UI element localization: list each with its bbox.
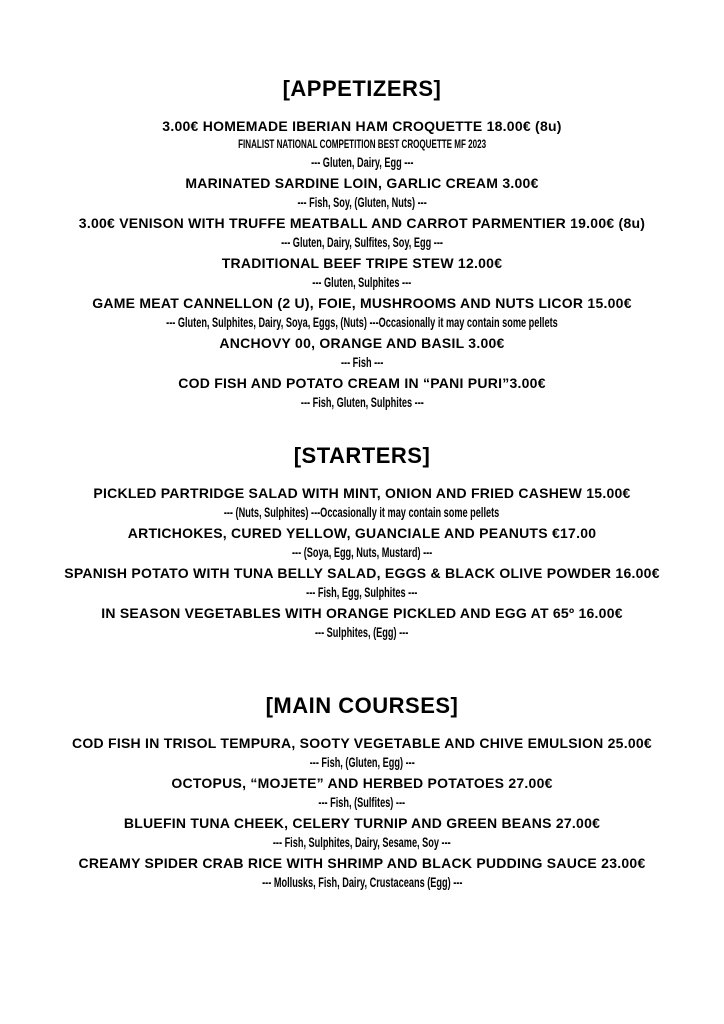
menu-item-allergens-text: --- Gluten, Sulphites, Dairy, Soya, Eggs, (Nuts) ---Occasionally it may contain some pellets xyxy=(166,315,558,330)
menu-item-name: GAME MEAT CANNELLON (2 U), FOIE, MUSHROOMS AND NUTS LICOR 15.00€ xyxy=(92,295,632,311)
menu-item-allergens xyxy=(10,393,714,413)
menu-item-name: BLUEFIN TUNA CHEEK, CELERY TURNIP AND GREEN BEANS 27.00€ xyxy=(123,815,601,831)
menu-section xyxy=(10,76,714,413)
menu-item-name: COD FISH IN TRISOL TEMPURA, SOOTY VEGETABLE AND CHIVE EMULSION 25.00€ xyxy=(72,735,652,751)
menu-item-allergens xyxy=(10,833,714,853)
menu-item-allergens xyxy=(10,503,714,523)
menu-item-allergens-text: --- Gluten, Dairy, Egg --- xyxy=(310,155,414,170)
menu-item-name: COD FISH AND POTATO CREAM IN “PANI PURI”3.00€ xyxy=(178,375,546,391)
menu-item-name: SPANISH POTATO WITH TUNA BELLY SALAD, EGGS & BLACK OLIVE POWDER 16.00€ xyxy=(64,565,660,581)
menu-item-name: 3.00€ HOMEMADE IBERIAN HAM CROQUETTE 18.00€ (8u) xyxy=(162,118,562,134)
menu-section xyxy=(10,693,714,893)
menu-item-allergens xyxy=(10,873,714,893)
menu-item-name: OCTOPUS, “MOJETE” AND HERBED POTATOES 27.00€ xyxy=(171,775,553,791)
menu-item-allergens-text: --- Gluten, Sulphites --- xyxy=(312,275,412,290)
section-title: [APPETIZERS] xyxy=(282,76,442,101)
section-title: [STARTERS] xyxy=(293,443,431,468)
menu-item-subtitle xyxy=(10,136,714,153)
menu-item-allergens xyxy=(10,543,714,563)
menu-item-allergens xyxy=(10,583,714,603)
menu-item-allergens-text: --- Fish, (Gluten, Egg) --- xyxy=(309,755,415,770)
menu-item-name: TRADITIONAL BEEF TRIPE STEW 12.00€ xyxy=(221,255,503,271)
menu-item-name: PICKLED PARTRIDGE SALAD WITH MINT, ONION AND FRIED CASHEW 15.00€ xyxy=(93,485,631,501)
menu-item-name: MARINATED SARDINE LOIN, GARLIC CREAM 3.00€ xyxy=(185,175,539,191)
menu-item-name: CREAMY SPIDER CRAB RICE WITH SHRIMP AND BLACK PUDDING SAUCE 23.00€ xyxy=(78,855,646,871)
menu-item-allergens-text: --- (Soya, Egg, Nuts, Mustard) --- xyxy=(291,545,433,560)
menu-item-allergens xyxy=(10,273,714,293)
menu-item-name: 3.00€ VENISON WITH TRUFFE MEATBALL AND CARROT PARMENTIER 19.00€ (8u) xyxy=(78,215,646,231)
menu-item-allergens xyxy=(10,353,714,373)
menu-sections xyxy=(10,76,714,893)
menu-item-allergens xyxy=(10,623,714,643)
menu-item-allergens-text: --- Fish, Egg, Sulphites --- xyxy=(306,585,418,600)
menu-item-allergens xyxy=(10,193,714,213)
menu-item-allergens xyxy=(10,313,714,333)
menu-item-allergens xyxy=(10,753,714,773)
menu-section xyxy=(10,443,714,643)
menu-item-allergens-text: --- Sulphites, (Egg) --- xyxy=(315,625,409,640)
menu-item-allergens xyxy=(10,233,714,253)
menu-item-name: ARTICHOKES, CURED YELLOW, GUANCIALE AND PEANUTS €17.00 xyxy=(127,525,597,541)
menu-item-allergens-text: --- Fish, (Sulfites) --- xyxy=(318,795,406,810)
menu-item-allergens-text: --- Fish, Sulphites, Dairy, Sesame, Soy --- xyxy=(273,835,451,850)
menu-item-subtitle-text: FINALIST NATIONAL COMPETITION BEST CROQUETTE MF 2023 xyxy=(238,139,486,151)
menu-item-allergens-text: --- Mollusks, Fish, Dairy, Crustaceans (Egg) --- xyxy=(261,875,463,890)
menu-item-allergens-text: --- Gluten, Dairy, Sulfites, Soy, Egg --- xyxy=(281,235,443,250)
menu-item-allergens-text: --- (Nuts, Sulphites) ---Occasionally it may contain some pellets xyxy=(224,505,500,520)
section-title: [MAIN COURSES] xyxy=(265,693,459,718)
menu-item-name: IN SEASON VEGETABLES WITH ORANGE PICKLED AND EGG AT 65º 16.00€ xyxy=(101,605,623,621)
menu-item-allergens xyxy=(10,153,714,173)
menu-item-allergens-text: --- Fish, Gluten, Sulphites --- xyxy=(300,395,424,410)
menu-item-allergens-text: --- Fish --- xyxy=(340,355,384,370)
menu-item-allergens-text: --- Fish, Soy, (Gluten, Nuts) --- xyxy=(297,195,427,210)
menu-item-name: ANCHOVY 00, ORANGE AND BASIL 3.00€ xyxy=(219,335,505,351)
menu-item-allergens xyxy=(10,793,714,813)
